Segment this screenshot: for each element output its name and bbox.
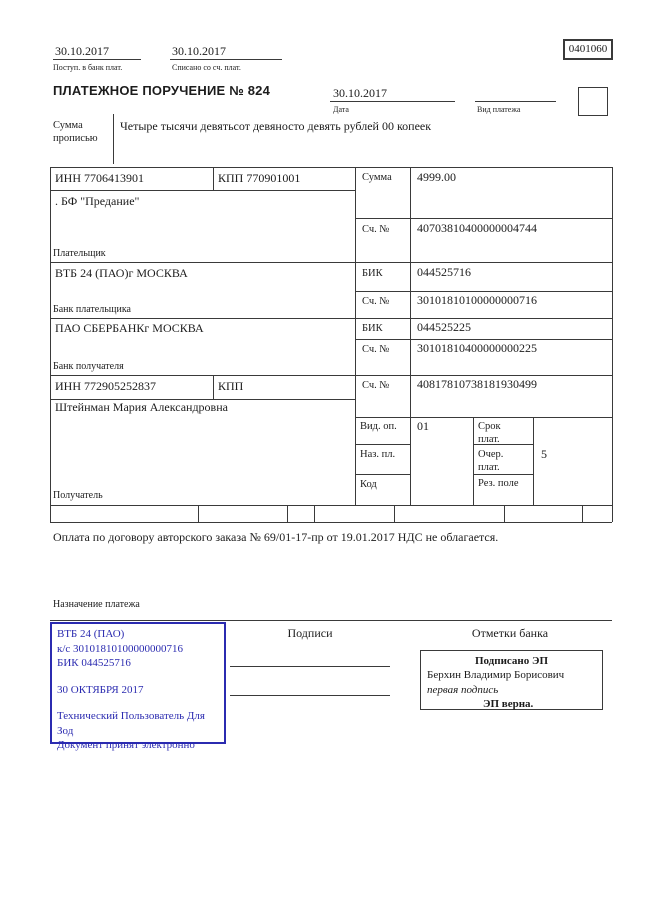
payment-type-underline bbox=[475, 101, 556, 102]
stamp-bank-name: ВТБ 24 (ПАО) bbox=[57, 628, 125, 640]
table-border-line bbox=[50, 505, 612, 506]
payer-inn: ИНН 7706413901 bbox=[55, 171, 144, 185]
table-border-line bbox=[213, 167, 214, 190]
table-border-line bbox=[410, 167, 411, 505]
stamp-date: 30 ОКТЯБРЯ 2017 bbox=[57, 683, 144, 696]
stamp-corr-account: к/с 30101810100000000716 bbox=[57, 642, 184, 655]
payer-account-value: 40703810400000004744 bbox=[417, 221, 537, 235]
table-border-line bbox=[355, 218, 612, 219]
document-date-value: 30.10.2017 bbox=[333, 86, 387, 100]
table-border-line bbox=[355, 167, 356, 505]
table-border-line bbox=[473, 417, 474, 505]
signatures-heading: Подписи bbox=[287, 626, 333, 640]
beneficiary-bank-bik-label: БИК bbox=[362, 323, 383, 334]
table-border-line bbox=[355, 339, 612, 340]
payer-bank-bik-value: 044525716 bbox=[417, 265, 471, 279]
beneficiary-bank-name: ПАО СБЕРБАНКг МОСКВА bbox=[55, 321, 204, 335]
pay-purpose-code-label: Наз. пл. bbox=[360, 449, 396, 460]
signature-line bbox=[230, 666, 390, 667]
table-border-line bbox=[533, 417, 534, 505]
payment-purpose-caption: Назначение платежа bbox=[53, 599, 140, 610]
document-title: ПЛАТЕЖНОЕ ПОРУЧЕНИЕ № 824 bbox=[53, 83, 271, 98]
date-label: Дата bbox=[333, 105, 349, 114]
amount-cell-value: 4999.00 bbox=[417, 170, 456, 184]
table-border-line bbox=[394, 505, 395, 522]
beneficiary-account-value: 40817810738181930499 bbox=[417, 377, 537, 391]
payer-caption: Плательщик bbox=[53, 248, 106, 259]
stamp-spacer bbox=[57, 671, 219, 683]
payer-account-label: Сч. № bbox=[362, 224, 390, 235]
table-border-line bbox=[504, 505, 505, 522]
debited-from-account-date: 30.10.2017 bbox=[172, 44, 226, 58]
bank-acceptance-stamp bbox=[50, 622, 226, 752]
table-border-line bbox=[50, 262, 612, 263]
code-label: Код bbox=[360, 479, 377, 490]
amount-in-words-text: Четыре тысячи девятьсот девяносто девять рублей 00 копеек bbox=[120, 119, 432, 133]
payer-bank-name: ВТБ 24 (ПАО)г МОСКВА bbox=[55, 266, 188, 280]
table-border-line bbox=[287, 505, 288, 522]
received-in-bank-label: Поступ. в банк плат. bbox=[53, 63, 123, 72]
form-code-box: 0401060 bbox=[563, 39, 613, 60]
beneficiary-inn: ИНН 772905252837 bbox=[55, 379, 156, 393]
table-border-line bbox=[355, 474, 410, 475]
signature-line bbox=[230, 695, 390, 696]
payment-purpose-text: Оплата по договору авторского заказа № 69/01-17-пр от 19.01.2017 НДС не облагается. bbox=[53, 530, 499, 544]
table-border-line bbox=[198, 505, 199, 522]
pay-order-value: 5 bbox=[541, 447, 547, 461]
esign-stamp bbox=[420, 650, 603, 710]
amount-in-words-label: Сумма прописью bbox=[53, 120, 98, 145]
table-border-line bbox=[314, 505, 315, 522]
beneficiary-bank-caption: Банк получателя bbox=[53, 361, 124, 372]
amount-in-words-divider bbox=[113, 114, 114, 164]
beneficiary-bank-account-label: Сч. № bbox=[362, 344, 390, 355]
table-border-line bbox=[50, 190, 355, 191]
esign-signature-kind: первая подпись bbox=[427, 683, 499, 696]
beneficiary-account-label: Сч. № bbox=[362, 380, 390, 391]
stamp-status: Документ принят электронно bbox=[57, 739, 195, 752]
table-border-line bbox=[355, 417, 612, 418]
payment-type-label: Вид платежа bbox=[477, 105, 521, 114]
payer-bank-account-value: 30101810100000000716 bbox=[417, 293, 537, 307]
table-border-line bbox=[355, 444, 410, 445]
debited-from-account-label: Списано со сч. плат. bbox=[172, 63, 241, 72]
date-underline bbox=[330, 101, 455, 102]
received-date-underline bbox=[53, 59, 141, 60]
beneficiary-name: Штейнман Мария Александровна bbox=[55, 400, 228, 414]
table-border-line bbox=[50, 375, 612, 376]
beneficiary-caption: Получатель bbox=[53, 490, 103, 501]
stamp-bik: БИК 044525716 bbox=[57, 657, 131, 670]
esign-signer-name: Берхин Владимир Борисович bbox=[427, 669, 565, 682]
stamp-spacer bbox=[57, 697, 219, 709]
payer-bank-caption: Банк плательщика bbox=[53, 304, 131, 315]
payment-type-box bbox=[578, 87, 608, 116]
received-in-bank-date: 30.10.2017 bbox=[55, 44, 109, 58]
amount-cell-label: Сумма bbox=[362, 172, 392, 183]
table-border-line bbox=[355, 291, 612, 292]
table-border-line bbox=[213, 375, 214, 399]
pay-order-label: Очер. плат. bbox=[478, 449, 504, 474]
payer-kpp: КПП 770901001 bbox=[218, 171, 301, 185]
beneficiary-bank-account-value: 30101810400000000225 bbox=[417, 341, 537, 355]
op-kind-value: 01 bbox=[417, 419, 429, 433]
esign-verified-note: ЭП верна. bbox=[483, 697, 534, 710]
bank-marks-heading: Отметки банка bbox=[471, 626, 549, 640]
payer-bank-bik-label: БИК bbox=[362, 268, 383, 279]
payer-name: . БФ "Предание" bbox=[55, 194, 140, 208]
beneficiary-bank-bik-value: 044525225 bbox=[417, 320, 471, 334]
op-kind-label: Вид. оп. bbox=[360, 421, 397, 432]
reserve-field-label: Рез. поле bbox=[478, 478, 519, 489]
table-border-line bbox=[612, 167, 613, 522]
table-border-line bbox=[50, 167, 51, 522]
table-border-line bbox=[50, 522, 612, 523]
pay-term-label: Срок плат. bbox=[478, 421, 501, 446]
esign-title: Подписано ЭП bbox=[474, 655, 549, 667]
table-border-line bbox=[50, 318, 612, 319]
table-border-line bbox=[50, 620, 612, 621]
payer-bank-account-label: Сч. № bbox=[362, 296, 390, 307]
table-border-line bbox=[582, 505, 583, 522]
beneficiary-kpp: КПП bbox=[218, 379, 244, 393]
debited-date-underline bbox=[170, 59, 282, 60]
stamp-user: Технический Пользователь Для Зод bbox=[57, 710, 205, 737]
table-border-line bbox=[50, 167, 612, 168]
